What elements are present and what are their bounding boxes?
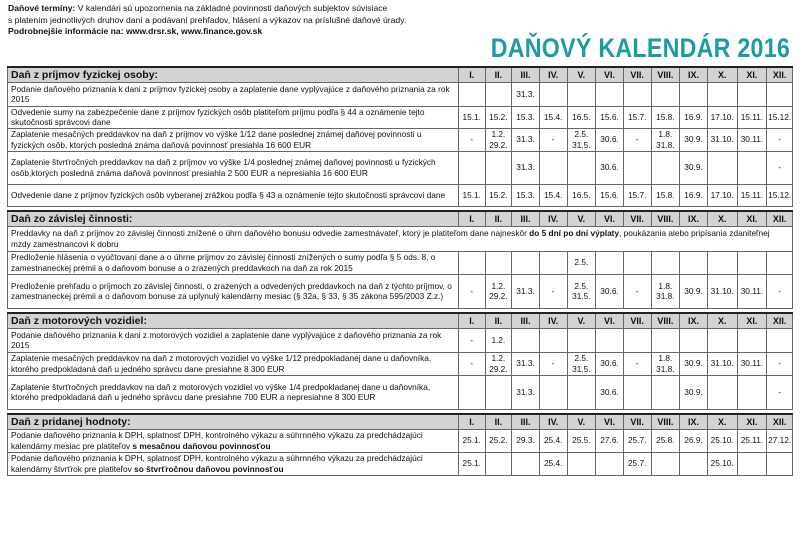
deadline-cell — [767, 452, 793, 475]
deadline-cell: 15.4. — [539, 106, 567, 128]
month-header: IV. — [539, 211, 567, 226]
table-row — [8, 328, 793, 352]
deadline-cell: 15.2. — [485, 184, 512, 206]
month-header: V. — [567, 211, 596, 226]
deadline-cell — [596, 328, 624, 352]
month-header: XI. — [737, 211, 767, 226]
deadline-cell — [767, 251, 793, 274]
deadline-cell: 25.1. — [458, 452, 485, 475]
deadline-cell: 25.5. — [567, 429, 596, 452]
deadline-cell — [458, 375, 485, 409]
deadline-cell: 15.6. — [596, 106, 624, 128]
deadline-cell: 30.11. — [737, 128, 767, 151]
section-note: Preddavky na daň z príjmov zo závislej činnosti znížené o úhrn daňového bonusu odvedie zamestnávateľ, ktorý je platiteľom dane najneskôr do 5 dní po dni výplaty, poukázania alebo pripísania zdaniteľnej mzdy zamestnancovi k dobru — [8, 226, 793, 251]
deadline-cell: 30.11. — [737, 352, 767, 375]
deadline-cell: 15.11. — [737, 184, 767, 206]
section-header — [8, 313, 793, 328]
deadline-cell — [623, 82, 651, 106]
deadline-cell: 31.3. — [512, 375, 540, 409]
month-header: III. — [512, 414, 540, 429]
deadline-cell: 31.10. — [707, 274, 737, 308]
deadline-cell: 31.3. — [512, 82, 540, 106]
deadline-cell: 15.3. — [512, 106, 540, 128]
deadline-cell — [567, 328, 596, 352]
deadline-cell — [737, 375, 767, 409]
info-label: Podrobnejšie informácie na: — [8, 26, 126, 37]
deadline-cell: - — [767, 375, 793, 409]
deadline-cell: 27.12. — [767, 429, 793, 452]
section-note-row — [8, 226, 793, 251]
deadline-cell — [539, 251, 567, 274]
deadline-cell: 31.10. — [707, 128, 737, 151]
deadline-cell — [485, 251, 512, 274]
deadline-cell: - — [767, 274, 793, 308]
month-header: X. — [707, 67, 737, 82]
month-header: IV. — [539, 313, 567, 328]
deadline-cell: 25.1. — [458, 429, 485, 452]
deadline-cell — [651, 452, 680, 475]
deadline-cell: 30.9. — [680, 375, 708, 409]
table-row — [8, 375, 793, 409]
section-header — [8, 211, 793, 226]
month-header: XI. — [737, 67, 767, 82]
month-header: IV. — [539, 414, 567, 429]
deadline-cell: - — [458, 274, 485, 308]
deadline-cell — [512, 452, 540, 475]
month-header: I. — [458, 67, 485, 82]
section-title: Daň z príjmov fyzickej osoby: — [8, 67, 459, 82]
deadline-cell: 2.5. 31.5. — [567, 352, 596, 375]
obligation-description: Podanie daňového priznania k dani z motorových vozidiel a zaplatenie dane vyplývajúce z daňového priznania za rok 2015 — [8, 328, 459, 352]
deadline-cell: - — [458, 128, 485, 151]
deadline-cell: 17.10. — [707, 106, 737, 128]
month-header: V. — [567, 414, 596, 429]
month-header: V. — [567, 67, 596, 82]
deadline-cell: 25.10. — [707, 429, 737, 452]
month-header: XI. — [737, 414, 767, 429]
deadline-cell: 1.8. 31.8. — [651, 128, 680, 151]
deadline-cell — [623, 251, 651, 274]
table-row — [8, 128, 793, 151]
deadline-cell: 25.2. — [485, 429, 512, 452]
deadline-cell — [651, 328, 680, 352]
intro-text-line1: V kalendári sú upozornenia na základné povinnosti daňových subjektov súvisiace — [75, 3, 388, 13]
deadline-cell: 30.6. — [596, 128, 624, 151]
month-header: VII. — [623, 67, 651, 82]
month-header: VIII. — [651, 211, 680, 226]
table-row — [8, 106, 793, 128]
table-row — [8, 251, 793, 274]
section-title: Daň zo závislej činnosti: — [8, 211, 459, 226]
month-header: II. — [485, 211, 512, 226]
deadline-cell: 29.3. — [512, 429, 540, 452]
deadline-cell: 25.11. — [737, 429, 767, 452]
intro-text-line2: s platením jednotlivých druhov daní a podávaní prehľadov, hlásení a výkazov na príslušné daňové úrady. — [8, 14, 407, 25]
deadline-cell — [485, 452, 512, 475]
deadline-cell: 1.2. 29.2. — [485, 274, 512, 308]
deadline-cell — [539, 82, 567, 106]
month-header: XI. — [737, 313, 767, 328]
deadline-cell — [539, 151, 567, 184]
deadline-cell: 15.7. — [623, 106, 651, 128]
deadline-cell — [651, 151, 680, 184]
deadline-cell — [623, 328, 651, 352]
section-title: Daň z motorových vozidiel: — [8, 313, 459, 328]
table-row — [8, 352, 793, 375]
deadline-cell — [567, 452, 596, 475]
deadline-cell — [707, 151, 737, 184]
deadline-cell — [767, 328, 793, 352]
month-header: IX. — [680, 67, 708, 82]
deadline-cell — [458, 82, 485, 106]
deadline-cell: 1.8. 31.8. — [651, 274, 680, 308]
deadline-cell: 15.12. — [767, 106, 793, 128]
deadline-cell — [680, 82, 708, 106]
tax-calendar-table — [7, 66, 793, 476]
obligation-description: Predloženie hlásenia o vyúčtovaní dane a o úhrne príjmov zo závislej činnosti znížených o sumy podľa § 5 ods. 8, o zamestnaneckej prémii a o daňovom bonuse a o zrazených preddavkoch na daň za rok 2015 — [8, 251, 459, 274]
obligation-description: Podanie daňového priznania k DPH, splatnosť DPH, kontrolného výkazu a súhrnného výkazu za predchádzajúci kalendárny štvrťrok pre platiteľov so štvrťročnou daňovou povinnosťou — [8, 452, 459, 475]
deadline-cell: 30.9. — [680, 274, 708, 308]
deadline-cell: 30.9. — [680, 151, 708, 184]
deadline-cell: 30.6. — [596, 352, 624, 375]
obligation-description: Podanie daňového priznania k DPH, splatnosť DPH, kontrolného výkazu a súhrnného výkazu za predchádzajúci kalendárny mesiac pre platiteľov s mesačnou daňovou povinnosťou — [8, 429, 459, 452]
deadline-cell — [512, 251, 540, 274]
month-header: V. — [567, 313, 596, 328]
deadline-cell — [485, 82, 512, 106]
month-header: II. — [485, 414, 512, 429]
deadline-cell: 31.3. — [512, 128, 540, 151]
obligation-description: Podanie daňového priznania k dani z príjmov fyzickej osoby a zaplatenie dane vyplývajúce z daňového priznania za rok 2015 — [8, 82, 459, 106]
deadline-cell: 1.2. — [485, 328, 512, 352]
deadline-cell — [623, 151, 651, 184]
intro-text — [8, 3, 470, 38]
deadline-cell: 16.9. — [680, 106, 708, 128]
obligation-description: Odvedenie sumy na zabezpečenie dane z príjmov fyzických osôb platiteľom príjmu podľa § 44 a oznámenie tejto skutočnosti správcovi dane — [8, 106, 459, 128]
deadline-cell: 2.5. 31.5. — [567, 274, 596, 308]
deadline-cell: 25.4. — [539, 452, 567, 475]
deadline-cell: 16.5. — [567, 106, 596, 128]
deadline-cell: - — [767, 151, 793, 184]
obligation-description: Zaplatenie štvrťročných preddavkov na daň z príjmov vo výške 1/4 poslednej známej daňovej povinnosti u fyzických osôb,ktorých posledná známa daňová povinnosť presiahla 2 500 EUR a nepresiahla 16 600 EUR — [8, 151, 459, 184]
month-header: VIII. — [651, 67, 680, 82]
obligation-description: Predloženie prehľadu o príjmoch zo závislej činnosti, o zrazených a odvedených preddavkoch na daň z týchto príjmov, o zamestnaneckej prémii a o daňovom bonuse za uplynulý kalendárny mesiac (§ 32a, § 33, § 35 zákona 595/2003 Z.z.) — [8, 274, 459, 308]
deadline-cell — [485, 151, 512, 184]
deadline-cell: 27.6. — [596, 429, 624, 452]
month-header: I. — [458, 414, 485, 429]
month-header: XII. — [767, 211, 793, 226]
deadline-cell: 16.5. — [567, 184, 596, 206]
deadline-cell — [707, 328, 737, 352]
deadline-cell: 26.9. — [680, 429, 708, 452]
month-header: II. — [485, 67, 512, 82]
obligation-description: Zaplatenie mesačných preddavkov na daň z motorových vozidiel vo výške 1/12 predpokladanej dane u daňovníka, ktorého predpokladaná daň u jedného správcu dane presiahne 8 300 EUR — [8, 352, 459, 375]
deadline-cell: 30.9. — [680, 128, 708, 151]
deadline-cell: 1.2. 29.2. — [485, 128, 512, 151]
obligation-description: Zaplatenie mesačných preddavkov na daň z príjmov vo výške 1/12 dane poslednej známej daňovej povinnosti u fyzických osôb, ktorých posledná známa daňová povinnosť presiahla 16 600 EUR — [8, 128, 459, 151]
section-title: Daň z pridanej hodnoty: — [8, 414, 459, 429]
deadline-cell: 30.6. — [596, 274, 624, 308]
section-header — [8, 414, 793, 429]
deadline-cell: 17.10. — [707, 184, 737, 206]
deadline-cell — [539, 328, 567, 352]
deadline-cell — [539, 375, 567, 409]
deadline-cell: 2.5. — [567, 251, 596, 274]
month-header: I. — [458, 313, 485, 328]
deadline-cell: 15.11. — [737, 106, 767, 128]
month-header: VII. — [623, 414, 651, 429]
page-title: DAŇOVÝ KALENDÁR 2016 — [490, 33, 790, 63]
section-header — [8, 67, 793, 82]
deadline-cell — [707, 82, 737, 106]
month-header: VI. — [596, 67, 624, 82]
deadline-cell: 25.7. — [623, 429, 651, 452]
table-row — [8, 274, 793, 308]
obligation-description: Odvedenie dane z príjmov fyzických osôb vyberanej zrážkou podľa § 43 a oznámenie tejto skutočnosti správcovi dane — [8, 184, 459, 206]
month-header: IX. — [680, 211, 708, 226]
deadline-cell — [458, 151, 485, 184]
deadline-cell — [680, 251, 708, 274]
deadline-cell: - — [623, 274, 651, 308]
deadline-cell: - — [623, 352, 651, 375]
table-row — [8, 184, 793, 206]
month-header: VIII. — [651, 313, 680, 328]
deadline-cell: 30.11. — [737, 274, 767, 308]
deadline-cell: 15.7. — [623, 184, 651, 206]
deadline-cell: 25.7. — [623, 452, 651, 475]
deadline-cell: 1.2. 29.2. — [485, 352, 512, 375]
deadline-cell — [485, 375, 512, 409]
deadline-cell: 15.12. — [767, 184, 793, 206]
month-header: III. — [512, 313, 540, 328]
deadline-cell: 15.2. — [485, 106, 512, 128]
deadline-cell — [651, 375, 680, 409]
deadline-cell — [596, 82, 624, 106]
deadline-cell — [567, 82, 596, 106]
month-header: I. — [458, 211, 485, 226]
deadline-cell — [737, 82, 767, 106]
deadline-cell — [567, 375, 596, 409]
deadline-cell — [707, 251, 737, 274]
deadline-cell: - — [458, 352, 485, 375]
table-row — [8, 82, 793, 106]
deadline-cell — [737, 251, 767, 274]
month-header: VI. — [596, 211, 624, 226]
info-links[interactable]: www.drsr.sk, www.finance.gov.sk — [125, 26, 263, 37]
deadline-cell: 2.5. 31.5. — [567, 128, 596, 151]
deadline-cell — [707, 375, 737, 409]
month-header: XII. — [767, 67, 793, 82]
month-header: X. — [707, 313, 737, 328]
deadline-cell: 30.6. — [596, 151, 624, 184]
deadline-cell: 31.3. — [512, 151, 540, 184]
deadline-cell: 31.3. — [512, 274, 540, 308]
deadline-cell — [512, 328, 540, 352]
deadline-cell — [596, 452, 624, 475]
month-header: IX. — [680, 414, 708, 429]
month-header: VII. — [623, 211, 651, 226]
deadline-cell — [680, 328, 708, 352]
deadline-cell — [651, 251, 680, 274]
deadline-cell: 15.4. — [539, 184, 567, 206]
deadline-cell: 15.8. — [651, 106, 680, 128]
month-header: IX. — [680, 313, 708, 328]
deadline-cell: - — [767, 128, 793, 151]
deadline-cell: - — [767, 352, 793, 375]
deadline-cell — [767, 82, 793, 106]
deadline-cell: 15.1. — [458, 106, 485, 128]
deadline-cell: 31.10. — [707, 352, 737, 375]
deadline-cell — [596, 251, 624, 274]
deadline-cell — [623, 375, 651, 409]
deadline-cell: 1.8. 31.8. — [651, 352, 680, 375]
month-header: II. — [485, 313, 512, 328]
deadline-cell: - — [539, 352, 567, 375]
month-header: III. — [512, 67, 540, 82]
deadline-cell: 25.10. — [707, 452, 737, 475]
deadline-cell: - — [539, 128, 567, 151]
deadline-cell: 15.6. — [596, 184, 624, 206]
deadline-cell: - — [458, 328, 485, 352]
month-header: IV. — [539, 67, 567, 82]
month-header: VI. — [596, 414, 624, 429]
deadline-cell — [651, 82, 680, 106]
deadline-cell: - — [539, 274, 567, 308]
table-row — [8, 151, 793, 184]
page-header — [0, 0, 800, 66]
deadline-cell — [737, 452, 767, 475]
table-row — [8, 452, 793, 475]
deadline-cell — [567, 151, 596, 184]
month-header: X. — [707, 211, 737, 226]
month-header: XII. — [767, 414, 793, 429]
deadline-cell — [737, 151, 767, 184]
deadline-cell: 15.1. — [458, 184, 485, 206]
deadline-cell: 25.4. — [539, 429, 567, 452]
intro-label: Daňové termíny: — [8, 3, 76, 13]
deadline-cell — [458, 251, 485, 274]
month-header: VIII. — [651, 414, 680, 429]
deadline-cell: 16.9. — [680, 184, 708, 206]
month-header: VII. — [623, 313, 651, 328]
deadline-cell: 30.9. — [680, 352, 708, 375]
month-header: X. — [707, 414, 737, 429]
deadline-cell: - — [623, 128, 651, 151]
deadline-cell: 25.8. — [651, 429, 680, 452]
month-header: VI. — [596, 313, 624, 328]
deadline-cell: 30.6. — [596, 375, 624, 409]
month-header: III. — [512, 211, 540, 226]
obligation-description: Zaplatenie štvrťročných preddavkov na daň z motorových vozidiel vo výške 1/4 predpokladanej dane u daňovníka, ktorého predpokladaná daň u jedného správcu dane presiahne 700 EUR a nepresiahne 8 300 EUR — [8, 375, 459, 409]
deadline-cell: 15.8. — [651, 184, 680, 206]
deadline-cell — [680, 452, 708, 475]
deadline-cell: 31.3. — [512, 352, 540, 375]
deadline-cell: 15.3. — [512, 184, 540, 206]
table-row — [8, 429, 793, 452]
deadline-cell — [737, 328, 767, 352]
month-header: XII. — [767, 313, 793, 328]
